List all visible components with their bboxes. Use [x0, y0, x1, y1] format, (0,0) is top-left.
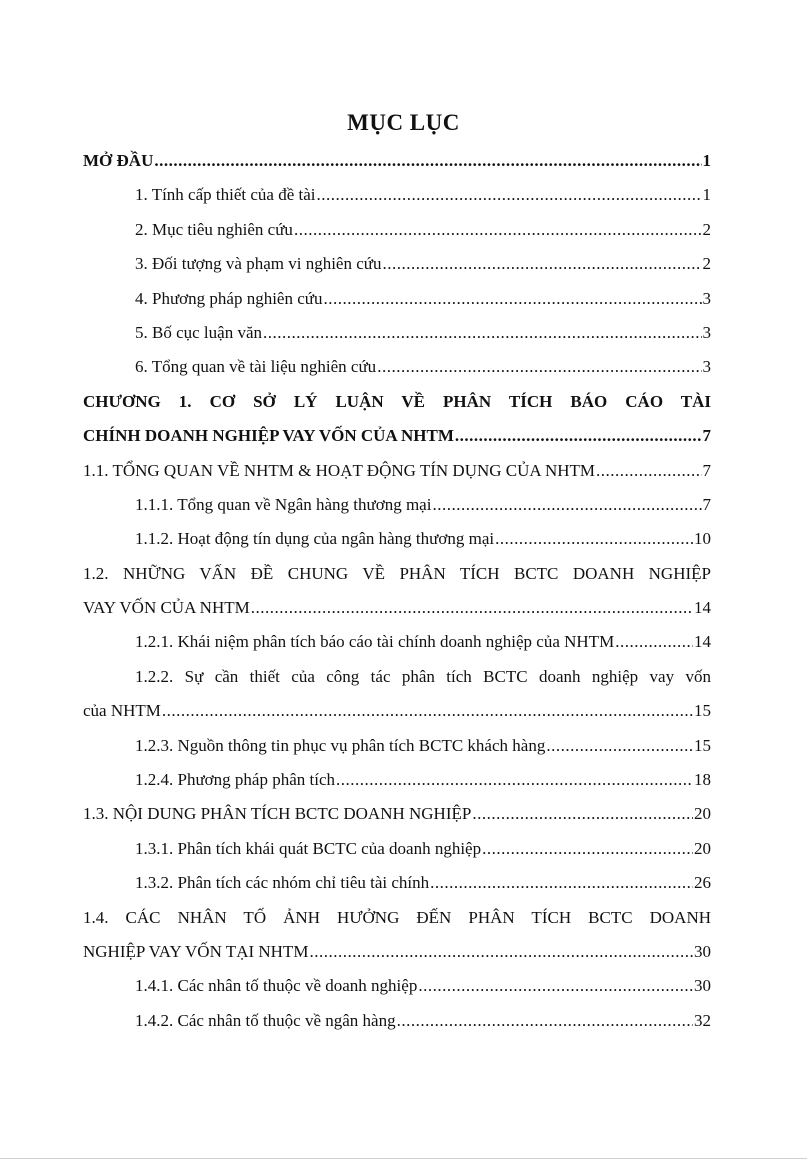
toc-entry-label: 1.2.4. Phương pháp phân tích [135, 770, 335, 790]
toc-entry-mo-dau[interactable] [83, 144, 711, 178]
toc-entry-2[interactable] [83, 213, 711, 247]
dot-leader [316, 178, 701, 212]
dot-leader [615, 625, 693, 659]
dot-leader [263, 316, 702, 350]
toc-page-number: 7 [702, 494, 711, 514]
dot-leader [495, 522, 693, 556]
toc-entry-label: NGHIỆP VAY VỐN TẠI NHTM [83, 941, 309, 961]
dot-leader [323, 282, 701, 316]
dot-leader [432, 488, 701, 522]
toc-page-number: 30 [694, 976, 711, 996]
toc-entry-1-3-1[interactable] [83, 832, 711, 866]
toc-entry-label: VAY VỐN CỦA NHTM [83, 598, 250, 618]
toc-entry-label: 3. Đối tượng và phạm vi nghiên cứu [135, 254, 382, 274]
dot-leader [546, 729, 693, 763]
toc-page-number: 1 [702, 185, 711, 205]
dot-leader [336, 763, 693, 797]
toc-entry-label: của NHTM [83, 701, 161, 721]
toc-entry-chuong-1-line1[interactable]: CHƯƠNG 1. CƠ SỞ LÝ LUẬN VỀ PHÂN TÍCH BÁO CÁO TÀI [83, 391, 711, 411]
dot-leader [482, 832, 693, 866]
dot-leader [455, 419, 702, 453]
toc-page-number: 15 [694, 701, 711, 721]
toc-entry-1-2-2-line1[interactable]: 1.2.2. Sự cần thiết của công tác phân tích BCTC doanh nghiệp vay vốn [135, 666, 711, 686]
toc-entry-1-2-line1[interactable]: 1.2. NHỮNG VẤN ĐỀ CHUNG VỀ PHÂN TÍCH BCTC DOANH NGHIỆP [83, 563, 711, 583]
toc-entry-label: 1.1.1. Tổng quan về Ngân hàng thương mại [135, 494, 432, 514]
toc-entry-1-4[interactable] [83, 935, 711, 969]
toc-page-number: 20 [694, 804, 711, 824]
toc-entry-label: 1.2.1. Khái niệm phân tích báo cáo tài chính doanh nghiệp của NHTM [135, 632, 615, 652]
toc-entry-1-2-3[interactable] [83, 729, 711, 763]
toc-entry-label: 1.4.2. Các nhân tố thuộc về ngân hàng [135, 1010, 396, 1030]
toc-page-number: 10 [694, 529, 711, 549]
toc-entry-1-3-2[interactable] [83, 866, 711, 900]
toc-page-number: 26 [694, 873, 711, 893]
toc-entry-label: 1.2.3. Nguồn thông tin phục vụ phân tích BCTC khách hàng [135, 735, 546, 755]
toc-entry-label: 6. Tổng quan về tài liệu nghiên cứu [135, 357, 377, 377]
dot-leader [596, 454, 701, 488]
toc-entry-label: 5. Bố cục luận văn [135, 322, 262, 342]
dot-leader [309, 935, 693, 969]
toc-page-number: 14 [694, 632, 711, 652]
toc-entry-4[interactable] [83, 282, 711, 316]
toc-page-number: 2 [702, 254, 711, 274]
toc-entry-label: 1.3. NỘI DUNG PHÂN TÍCH BCTC DOANH NGHIỆP [83, 804, 472, 824]
toc-entry-label: 1.1. TỔNG QUAN VỀ NHTM & HOẠT ĐỘNG TÍN DỤNG CỦA NHTM [83, 460, 596, 480]
dot-leader [418, 969, 693, 1003]
toc-entry-1-4-line1[interactable]: 1.4. CÁC NHÂN TỐ ẢNH HƯỞNG ĐẾN PHÂN TÍCH BCTC DOANH [83, 907, 711, 927]
toc-entry-1-1-2[interactable] [83, 522, 711, 556]
toc-page-number: 3 [702, 322, 711, 342]
toc-entry-1-4-1[interactable] [83, 969, 711, 1003]
toc-entry-1[interactable] [83, 178, 711, 212]
toc-entry-label: 2. Mục tiêu nghiên cứu [135, 219, 293, 239]
toc-page-number: 18 [694, 770, 711, 790]
toc-entry-label: 1. Tính cấp thiết của đề tài [135, 185, 316, 205]
toc-entry-1-3[interactable] [83, 797, 711, 831]
toc-page-number: 7 [702, 426, 711, 446]
dot-leader [397, 1004, 693, 1038]
toc-page-number: 3 [702, 357, 711, 377]
toc-entry-6[interactable] [83, 350, 711, 384]
dot-leader [472, 797, 693, 831]
toc-page-number: 3 [702, 288, 711, 308]
dot-leader [383, 247, 702, 281]
toc-entry-label: 1.3.2. Phân tích các nhóm chỉ tiêu tài chính [135, 873, 430, 893]
toc-page-number: 15 [694, 735, 711, 755]
toc-entry-1-4-2[interactable] [83, 1004, 711, 1038]
toc-entry-1-1-1[interactable] [83, 488, 711, 522]
toc-page-number: 32 [694, 1010, 711, 1030]
toc-entry-1-2-2[interactable] [83, 694, 711, 728]
dot-leader [430, 866, 693, 900]
toc-page-number: 7 [702, 460, 711, 480]
toc-entry-1-2-1[interactable] [83, 625, 711, 659]
toc-page-number: 30 [694, 941, 711, 961]
toc-entry-label: CHÍNH DOANH NGHIỆP VAY VỐN CỦA NHTM [83, 426, 454, 446]
toc-entry-label: 1.4.1. Các nhân tố thuộc về doanh nghiệp [135, 976, 418, 996]
dot-leader [162, 694, 693, 728]
dot-leader [377, 350, 701, 384]
dot-leader [251, 591, 693, 625]
toc-page-number: 14 [694, 598, 711, 618]
toc-entry-chuong-1[interactable] [83, 419, 711, 453]
toc-entry-label: 1.3.1. Phân tích khái quát BCTC của doanh nghiệp [135, 838, 482, 858]
toc-page-number: 2 [702, 219, 711, 239]
toc-entry-1-2[interactable] [83, 591, 711, 625]
dot-leader [154, 144, 701, 178]
toc-entry-label: 4. Phương pháp nghiên cứu [135, 288, 323, 308]
dot-leader [294, 213, 702, 247]
toc-entry-1-2-4[interactable] [83, 763, 711, 797]
table-of-contents [83, 144, 711, 1038]
toc-page-number: 1 [702, 151, 711, 170]
toc-page-number: 20 [694, 838, 711, 858]
toc-entry-label: MỞ ĐẦU [83, 151, 154, 170]
toc-entry-5[interactable] [83, 316, 711, 350]
page-bottom-border [0, 1158, 807, 1159]
toc-entry-label: 1.1.2. Hoạt động tín dụng của ngân hàng thương mại [135, 529, 495, 549]
toc-entry-1-1[interactable] [83, 454, 711, 488]
page-title: MỤC LỤC [347, 110, 460, 135]
toc-entry-3[interactable] [83, 247, 711, 281]
